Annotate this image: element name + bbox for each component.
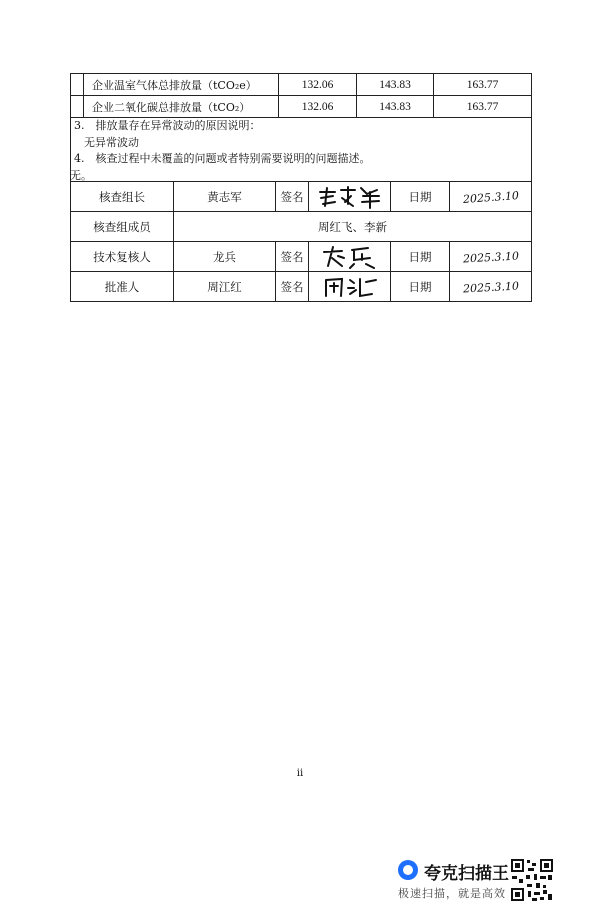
table-row [71,272,532,302]
value-cell: 132.06 [279,74,357,96]
person-name: 黄志军 [174,182,276,212]
emissions-table [70,73,532,118]
sign-label: 签名 [276,242,309,272]
table-row [71,182,532,212]
role-label: 核查组成员 [71,212,174,242]
date-label: 日期 [391,182,450,212]
date-label: 日期 [391,272,450,302]
sign-label: 签名 [276,182,309,212]
signature-cell [309,182,391,212]
members-list: 周红飞、李新 [174,212,532,242]
page-number: ii [296,768,304,779]
handwritten-date: 2025.3.10 [450,272,532,302]
date-label: 日期 [391,242,450,272]
signature-cell [309,242,391,272]
signoff-table [70,181,532,302]
notes-section [70,118,534,184]
watermark-subtitle: 极速扫描，就是高效 [398,887,506,900]
note-4-body: 无。 [70,168,92,182]
scanner-watermark [398,858,588,908]
handwritten-signature [318,244,382,270]
row-label: 企业温室气体总排放量（tCO₂e） [84,74,279,96]
person-name: 周江红 [174,272,276,302]
role-label: 批准人 [71,272,174,302]
note-4-title: 4. 核查过程中未覆盖的问题或者特别需要说明的问题描述。 [74,152,371,165]
row-label: 企业二氧化碳总排放量（tCO₂） [84,96,279,118]
table-row [71,242,532,272]
signature-cell [309,272,391,302]
value-cell: 143.83 [357,74,434,96]
table-row [71,212,532,242]
value-cell: 163.77 [434,96,532,118]
role-label: 技术复核人 [71,242,174,272]
handwritten-signature [315,184,385,210]
sign-label: 签名 [276,272,309,302]
table-row [71,74,532,96]
qr-code-icon [510,858,554,902]
note-3-body: 无异常波动 [84,135,139,149]
watermark-title: 夸克扫描王 [424,864,509,884]
role-label: 核查组长 [71,182,174,212]
handwritten-date: 2025.3.10 [450,242,532,272]
table-row [71,96,532,118]
note-3-title: 3. 排放量存在异常波动的原因说明： [74,119,261,132]
handwritten-signature [318,274,382,300]
person-name: 龙兵 [174,242,276,272]
handwritten-date: 2025.3.10 [450,182,532,212]
value-cell: 132.06 [279,96,357,118]
scanner-logo-icon [398,860,418,880]
value-cell: 143.83 [357,96,434,118]
value-cell: 163.77 [434,74,532,96]
